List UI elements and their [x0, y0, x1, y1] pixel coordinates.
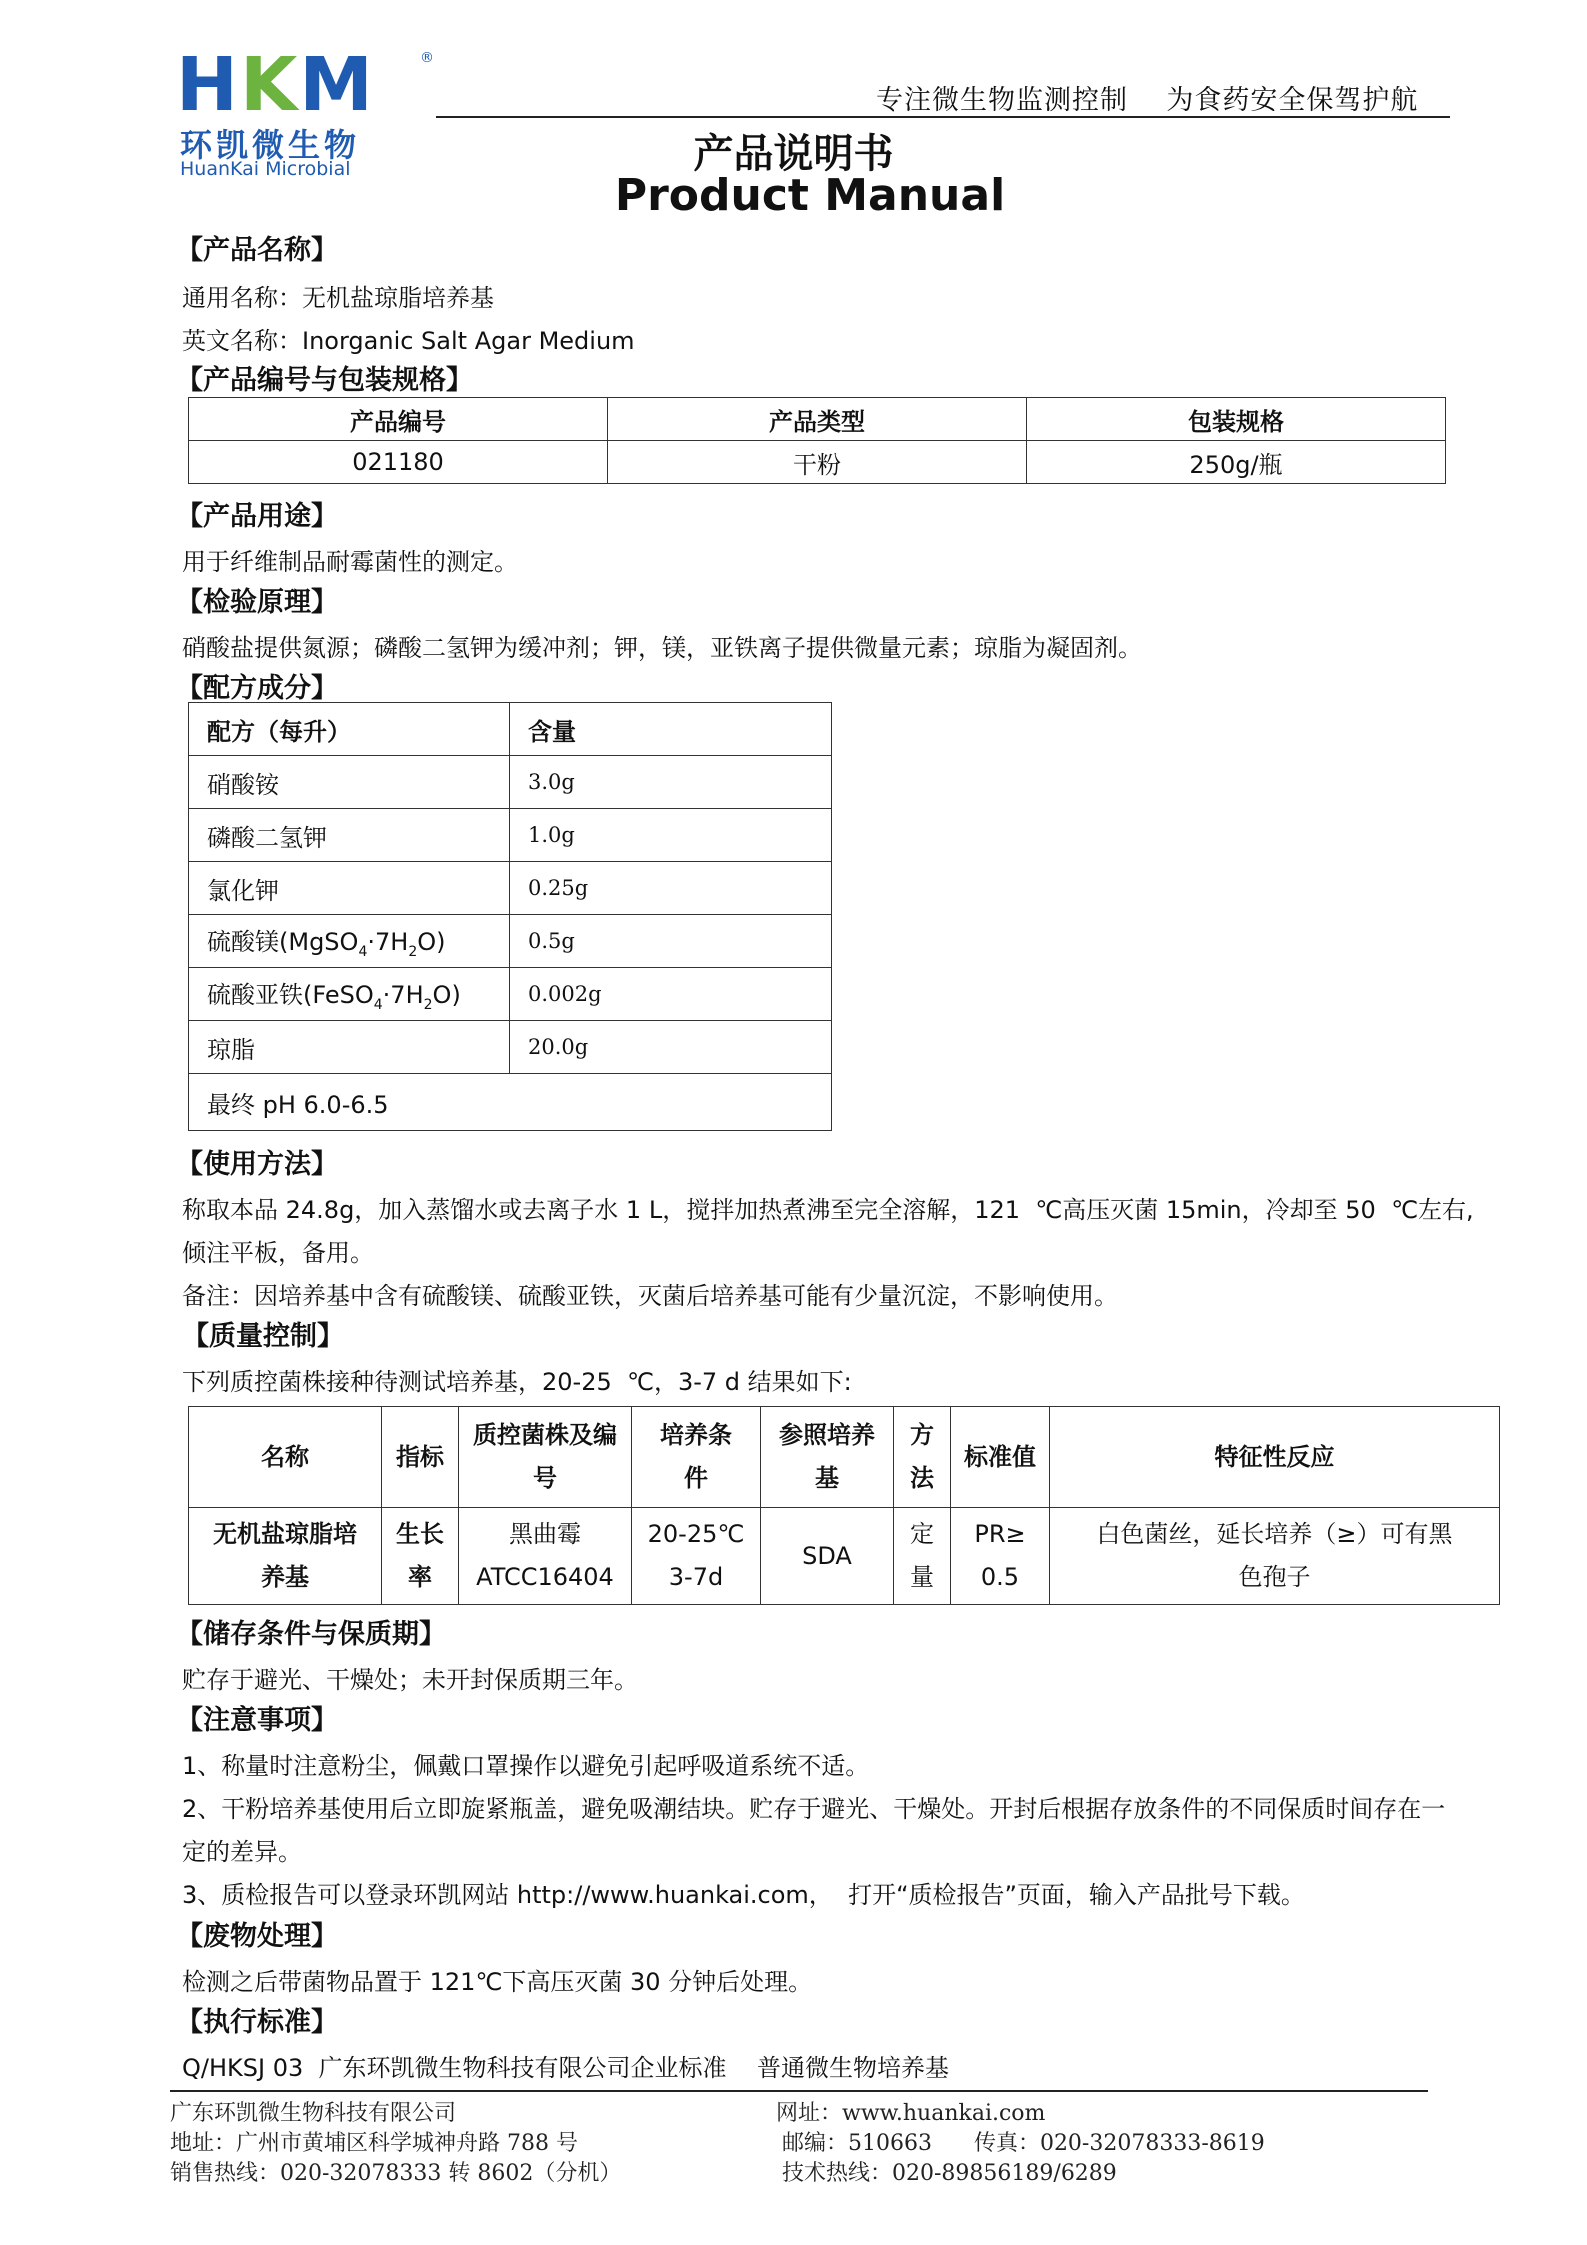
ingredient-amount: 0.25g — [510, 862, 832, 915]
qc-strain: 黑曲霉 ATCC16404 — [459, 1508, 632, 1605]
product-code: 021180 — [189, 441, 608, 484]
column-header-strain: 质控菌株及编 号 — [459, 1407, 632, 1508]
footer-company: 广东环凯微生物科技有限公司 — [170, 2101, 457, 2126]
formula-table — [188, 702, 832, 1131]
package-size: 250g/瓶 — [1027, 441, 1446, 484]
packaging-table — [188, 397, 1446, 484]
note-item-2: 2、干粉培养基使用后立即旋紧瓶盖，避免吸潮结块。贮存于避光、干燥处。开封后根据存放条件的不同保质时间存在一 — [182, 1795, 1446, 1823]
ingredient-amount: 1.0g — [510, 809, 832, 862]
column-header-characteristic-reaction: 特征性反应 — [1050, 1407, 1500, 1508]
company-slogan: 专注微生物监测控制 为食药安全保驾护航 — [876, 85, 1419, 116]
logo-registered-mark: ® — [420, 50, 434, 66]
method-note: 备注：因培养基中含有硫酸镁、硫酸亚铁，灭菌后培养基可能有少量沉淀，不影响使用。 — [182, 1282, 1118, 1310]
section-heading-method: 【使用方法】 — [176, 1149, 338, 1180]
quality-control-table — [188, 1406, 1500, 1605]
disposal-text: 检测之后带菌物品置于 121℃下高压灭菌 30 分钟后处理。 — [182, 1968, 813, 1996]
method-line-1: 称取本品 24.8g，加入蒸馏水或去离子水 1 L，搅拌加热煮沸至完全溶解，121 ℃高压灭菌 15min，冷却至 50 ℃左右, — [182, 1196, 1474, 1224]
table-row — [189, 915, 832, 968]
ingredient-amount: 20.0g — [510, 1021, 832, 1074]
section-heading-principle: 【检验原理】 — [176, 587, 338, 618]
section-heading-quality-control: 【质量控制】 — [182, 1321, 344, 1352]
section-heading-packaging: 【产品编号与包装规格】 — [176, 365, 473, 396]
qc-characteristic-reaction: 白色菌丝，延长培养（≥）可有黑 色孢子 — [1050, 1508, 1500, 1605]
table-row — [189, 1021, 832, 1074]
section-heading-notes: 【注意事项】 — [176, 1705, 338, 1736]
qc-standard-value: PR≥ 0.5 — [951, 1508, 1050, 1605]
page-title-en: Product Manual — [614, 170, 1006, 221]
table-row — [189, 968, 832, 1021]
ingredient-name: 磷酸二氢钾 — [189, 809, 510, 862]
logo-letters: HKM — [176, 42, 375, 128]
qc-indicator: 生长 率 — [382, 1508, 459, 1605]
product-type: 干粉 — [608, 441, 1027, 484]
section-heading-usage: 【产品用途】 — [176, 501, 338, 532]
ingredient-amount: 0.002g — [510, 968, 832, 1021]
header-divider — [436, 116, 1450, 118]
note-item-2-continued: 定的差异。 — [182, 1838, 302, 1866]
column-header-name: 名称 — [189, 1407, 382, 1508]
section-heading-product-name: 【产品名称】 — [176, 235, 338, 266]
footer-sales-hotline: 销售热线：020-32078333 转 8602（分机） — [170, 2161, 622, 2186]
footer-postcode-fax: 邮编：510663 传真：020-32078333-8619 — [782, 2131, 1265, 2156]
logo-english-name: HuanKai Microbial — [180, 158, 351, 180]
section-heading-formula: 【配方成分】 — [176, 673, 338, 704]
generic-name: 通用名称：无机盐琼脂培养基 — [182, 284, 494, 312]
ingredient-name: 氯化钾 — [189, 862, 510, 915]
column-header-conditions: 培养条 件 — [632, 1407, 761, 1508]
table-row — [189, 441, 1446, 484]
english-name: 英文名称：Inorganic Salt Agar Medium — [182, 327, 635, 355]
footer-tech-hotline: 技术热线：020-89856189/6289 — [782, 2161, 1117, 2186]
table-row — [189, 862, 832, 915]
table-row — [189, 756, 832, 809]
column-header-indicator: 指标 — [382, 1407, 459, 1508]
qc-method: 定 量 — [894, 1508, 951, 1605]
column-header-method: 方 法 — [894, 1407, 951, 1508]
method-line-2: 倾注平板，备用。 — [182, 1239, 374, 1267]
usage-text: 用于纤维制品耐霉菌性的测定。 — [182, 548, 518, 576]
table-row — [189, 1074, 832, 1131]
table-row — [189, 809, 832, 862]
section-heading-storage: 【储存条件与保质期】 — [176, 1619, 446, 1650]
footer-website: 网址：www.huankai.com — [776, 2101, 1046, 2126]
footer-address: 地址：广州市黄埔区科学城神舟路 788 号 — [170, 2131, 578, 2156]
logo-chinese-name: 环凯微生物 — [180, 126, 361, 164]
qc-medium-name: 无机盐琼脂培 养基 — [189, 1508, 382, 1605]
ingredient-amount: 3.0g — [510, 756, 832, 809]
column-header: 含量 — [510, 703, 832, 756]
ingredient-name: 硫酸镁$(MgSO_4\cdot 7H_2O)$ — [189, 915, 510, 968]
column-header: 配方（每升） — [189, 703, 510, 756]
ingredient-name: 硝酸铵 — [189, 756, 510, 809]
storage-text: 贮存于避光、干燥处；未开封保质期三年。 — [182, 1666, 638, 1694]
standard-text: Q/HKSJ 03 广东环凯微生物科技有限公司企业标准 普通微生物培养基 — [182, 2054, 950, 2082]
table-header-row — [189, 1407, 1500, 1508]
footer-divider — [170, 2090, 1428, 2092]
qc-conditions: 20-25℃ 3-7d — [632, 1508, 761, 1605]
column-header: 产品类型 — [608, 398, 1027, 441]
column-header: 产品编号 — [189, 398, 608, 441]
section-heading-standard: 【执行标准】 — [176, 2007, 338, 2038]
note-item-3: 3、质检报告可以登录环凯网站 http://www.huankai.com， 打开“质检报告”页面，输入产品批号下载。 — [182, 1881, 1305, 1909]
final-ph: 最终 pH 6.0-6.5 — [189, 1074, 832, 1131]
principle-text: 硝酸盐提供氮源；磷酸二氢钾为缓冲剂；钾，镁，亚铁离子提供微量元素；琼脂为凝固剂。 — [182, 634, 1142, 662]
note-item-1: 1、称量时注意粉尘，佩戴口罩操作以避免引起呼吸道系统不适。 — [182, 1752, 870, 1780]
column-header: 包装规格 — [1027, 398, 1446, 441]
ingredient-name: 琼脂 — [189, 1021, 510, 1074]
section-heading-disposal: 【废物处理】 — [176, 1921, 338, 1952]
table-header-row — [189, 398, 1446, 441]
column-header-standard-value: 标准值 — [951, 1407, 1050, 1508]
page-title-cn: 产品说明书 — [693, 131, 894, 177]
ingredient-amount: 0.5g — [510, 915, 832, 968]
qc-intro: 下列质控菌株接种待测试培养基，20-25 ℃，3-7 d 结果如下: — [182, 1368, 852, 1396]
table-header-row — [189, 703, 832, 756]
column-header-reference-medium: 参照培养 基 — [761, 1407, 894, 1508]
qc-reference-medium: SDA — [761, 1508, 894, 1605]
table-row — [189, 1508, 1500, 1605]
ingredient-name: 硫酸亚铁$(FeSO_4\cdot 7H_2O)$ — [189, 968, 510, 1021]
